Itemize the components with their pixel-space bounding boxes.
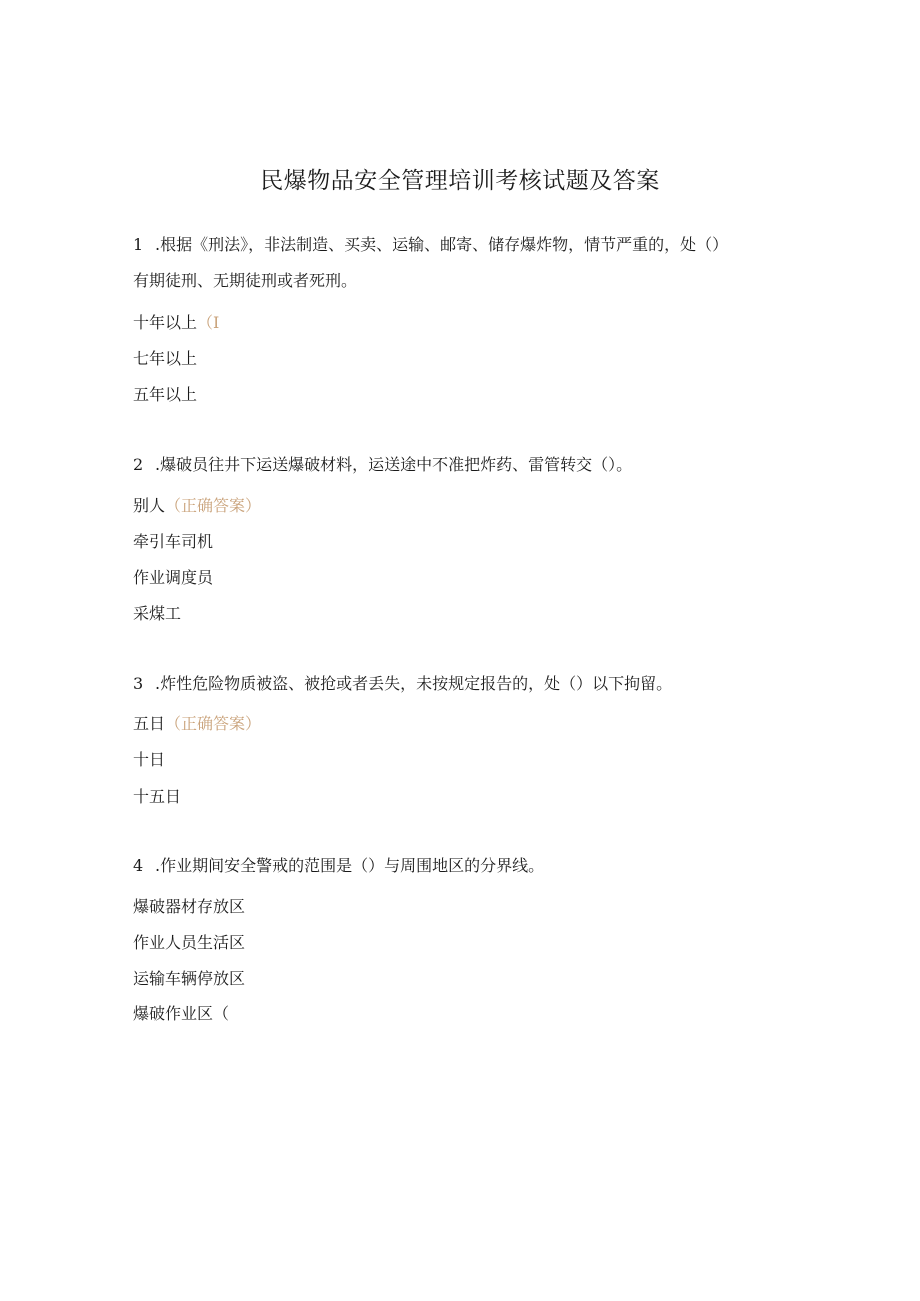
question-1-option-2: 七年以上 [133, 349, 198, 368]
answer-mark: （正确答案） [165, 496, 262, 515]
question-1-text-line2: 有期徒刑、无期徒刑或者死刑。 [133, 271, 358, 290]
question-4-option-4: 爆破作业区（ [133, 1004, 230, 1023]
question-3-number: 3 [133, 674, 144, 693]
question-2-stem: .爆破员往井下运送爆破材料，运送途中不准把炸药、雷管转交（）。 [155, 455, 633, 474]
question-1-text-line1 [133, 235, 728, 255]
question-2-option-1 [133, 496, 261, 516]
question-3-option-1 [133, 714, 261, 734]
question-2-number: 2 [133, 455, 144, 474]
question-3-option-3: 十五日 [133, 787, 182, 806]
question-2-option-3: 作业调度员 [133, 568, 214, 587]
answer-mark: （正确答案） [165, 714, 262, 733]
question-2-option-4: 采煤工 [133, 604, 182, 623]
question-4-stem: .作业期间安全警戒的范围是（）与周围地区的分界线。 [155, 856, 545, 875]
question-2-text-line1 [133, 455, 632, 475]
question-1-option-3: 五年以上 [133, 385, 198, 404]
document-title: 民爆物品安全管理培训考核试题及答案 [260, 168, 660, 194]
question-1-option-1 [133, 313, 219, 333]
answer-mark: （I [197, 313, 220, 332]
question-4-option-2: 作业人员生活区 [133, 933, 246, 952]
option-text: 十年以上 [133, 313, 198, 332]
question-1-stem: .根据《刑法》，非法制造、买卖、运输、邮寄、储存爆炸物，情节严重的，处（） [155, 235, 729, 254]
question-4-text-line1 [133, 856, 544, 876]
question-4-option-1: 爆破器材存放区 [133, 897, 246, 916]
question-2-option-2: 牵引车司机 [133, 532, 214, 551]
option-text: 五日 [133, 714, 166, 733]
option-text: 别人 [133, 496, 166, 515]
question-4-number: 4 [133, 856, 144, 875]
question-3-stem: .炸性危险物质被盗、被抢或者丢失，未按规定报告的，处（）以下拘留。 [155, 674, 673, 693]
question-1-number: 1 [133, 235, 144, 254]
question-3-option-2: 十日 [133, 750, 166, 769]
question-3-text-line1 [133, 674, 672, 694]
question-4-option-3: 运输车辆停放区 [133, 969, 246, 988]
